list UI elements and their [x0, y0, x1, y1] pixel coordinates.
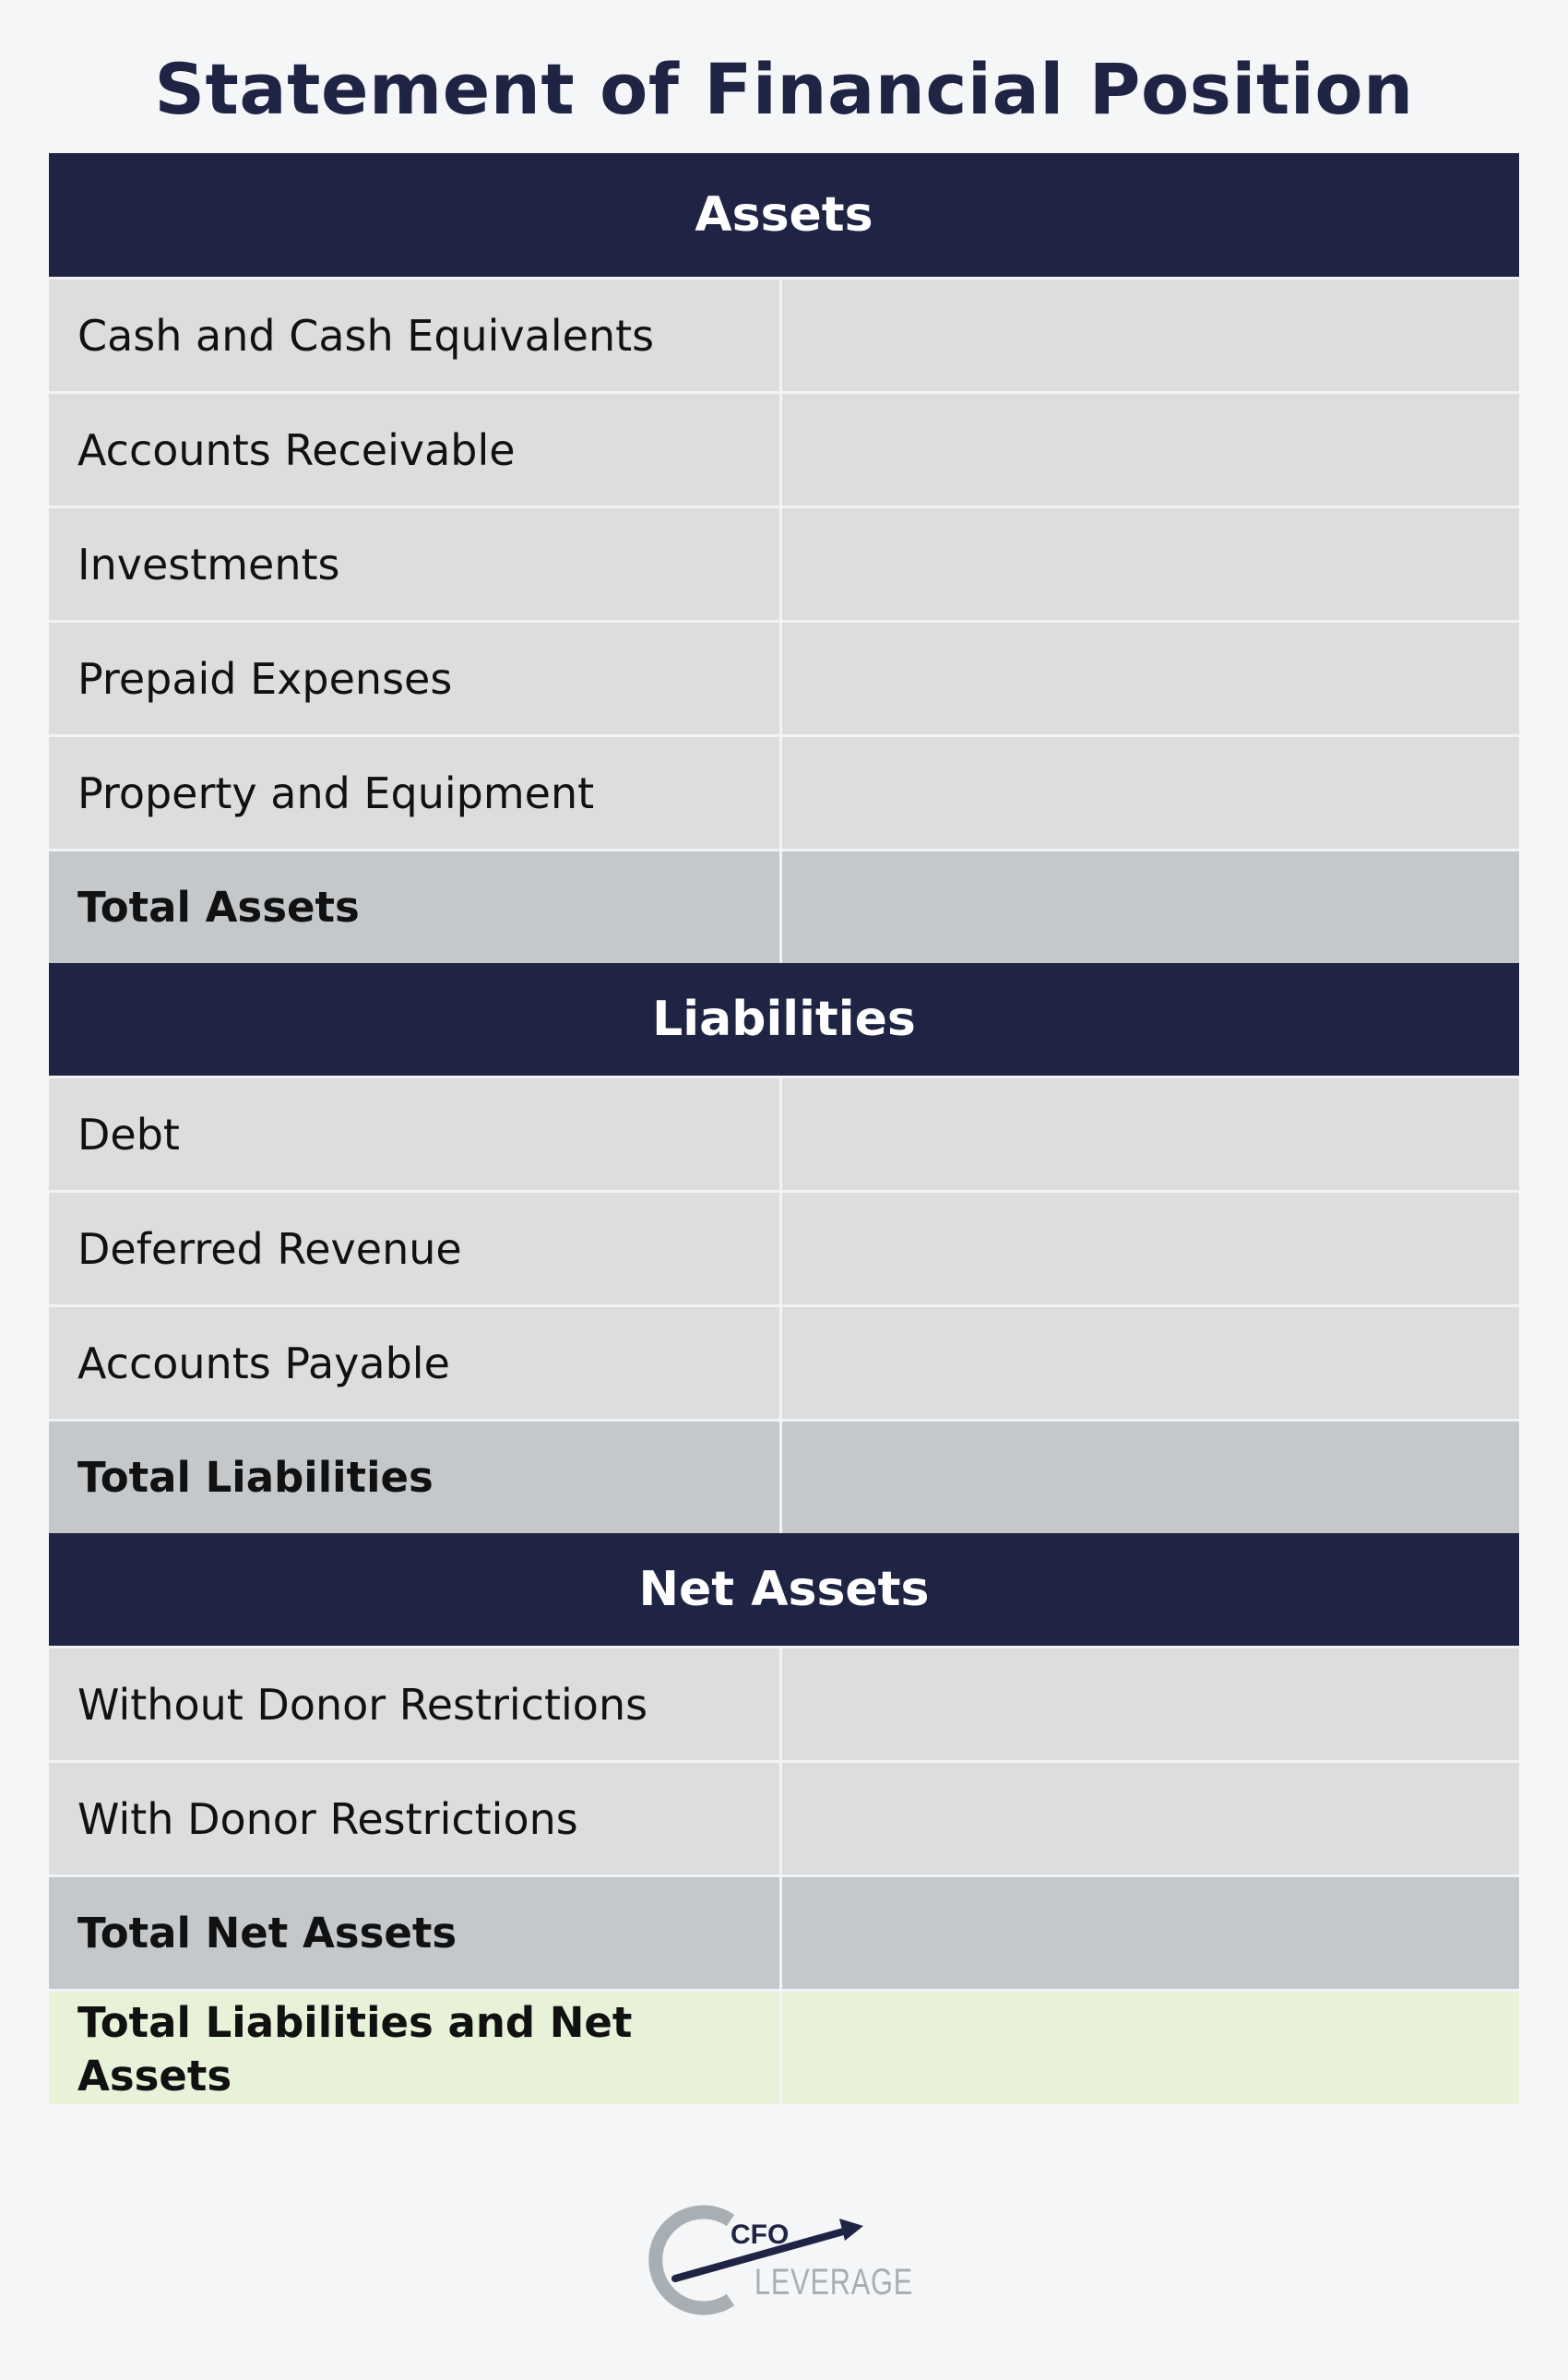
table-row — [49, 1190, 1519, 1304]
table-row — [49, 391, 1519, 506]
table-row — [49, 277, 1519, 391]
table-row — [49, 620, 1519, 734]
row-value — [782, 623, 1519, 734]
total-row-net-assets — [49, 1874, 1519, 1989]
section-header-net-assets: Net Assets — [49, 1533, 1519, 1646]
row-label: Prepaid Expenses — [49, 623, 782, 734]
cfo-leverage-logo-icon — [646, 2200, 932, 2320]
total-row-liabilities — [49, 1419, 1519, 1533]
row-value — [782, 508, 1519, 620]
page-title: Statement of Financial Position — [154, 48, 1414, 130]
row-label: Investments — [49, 508, 782, 620]
row-value — [782, 1648, 1519, 1760]
grand-total-row — [49, 1989, 1519, 2104]
row-label: Debt — [49, 1078, 782, 1190]
table-row — [49, 506, 1519, 620]
row-value — [782, 1763, 1519, 1874]
section-header-liabilities: Liabilities — [49, 963, 1519, 1076]
table-row — [49, 734, 1519, 849]
financial-statement-table — [49, 153, 1519, 2104]
grand-total-label-line2: Assets — [77, 2052, 232, 2100]
row-value — [782, 394, 1519, 506]
table-row — [49, 1646, 1519, 1760]
grand-total-label-line1: Total Liabilities and Net — [77, 1998, 633, 2047]
row-value — [782, 1078, 1519, 1190]
total-value — [782, 1877, 1519, 1989]
row-value — [782, 280, 1519, 391]
total-label: Total Net Assets — [49, 1877, 782, 1989]
row-label: Property and Equipment — [49, 737, 782, 849]
row-label: Without Donor Restrictions — [49, 1648, 782, 1760]
section-header-assets: Assets — [49, 153, 1519, 277]
row-value — [782, 1307, 1519, 1419]
logo-bottom-text: LEVERAGE — [754, 2262, 913, 2303]
total-value — [782, 851, 1519, 963]
total-label: Total Assets — [49, 851, 782, 963]
row-value — [782, 1193, 1519, 1304]
table-row — [49, 1304, 1519, 1419]
total-value — [782, 1422, 1519, 1533]
grand-total-label — [49, 1992, 782, 2104]
row-label: Accounts Payable — [49, 1307, 782, 1419]
row-label: Accounts Receivable — [49, 394, 782, 506]
logo-top-text: CFO — [731, 2219, 790, 2250]
row-label: Cash and Cash Equivalents — [49, 280, 782, 391]
row-value — [782, 737, 1519, 849]
total-label: Total Liabilities — [49, 1422, 782, 1533]
row-label: With Donor Restrictions — [49, 1763, 782, 1874]
table-row — [49, 1076, 1519, 1190]
table-row — [49, 1760, 1519, 1874]
row-label: Deferred Revenue — [49, 1193, 782, 1304]
grand-total-value — [782, 1992, 1519, 2104]
total-row-assets — [49, 849, 1519, 963]
